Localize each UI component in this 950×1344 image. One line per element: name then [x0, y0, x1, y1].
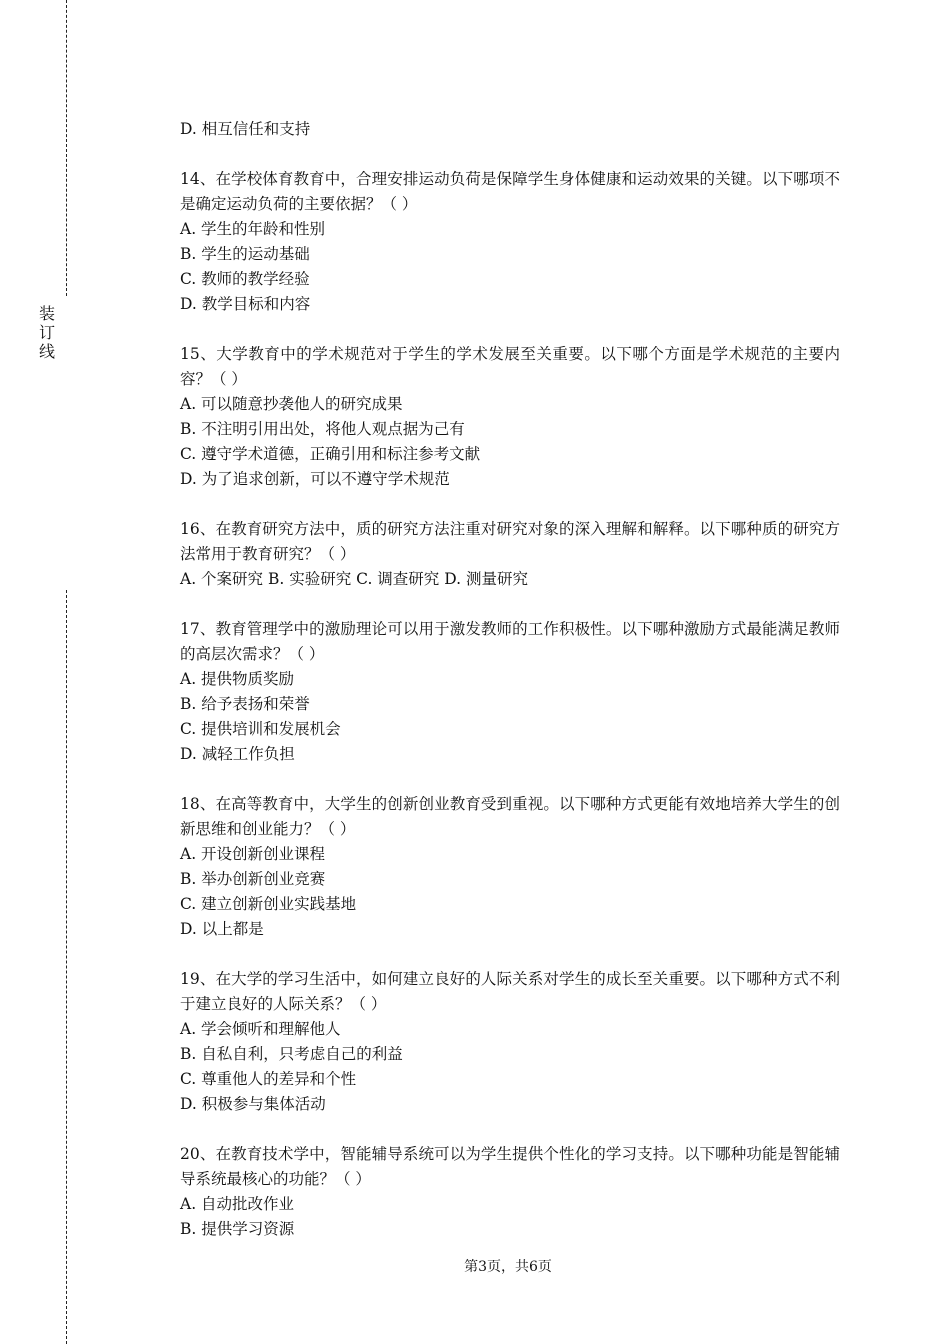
question-item: [180, 1142, 840, 1242]
question-text: 18、在高等教育中，大学生的创新创业教育受到重视。以下哪种方式更能有效地培养大学生的创新思维和创业能力？（ ）: [180, 795, 840, 838]
answer-option: B. 提供学习资源: [180, 1220, 295, 1238]
question-item: [180, 517, 840, 592]
answer-option: C. 尊重他人的差异和个性: [180, 1070, 357, 1088]
question-text: 15、大学教育中的学术规范对于学生的学术发展至关重要。以下哪个方面是学术规范的主要内容？（ ）: [180, 345, 840, 388]
question-item: [180, 617, 840, 767]
question-text: 16、在教育研究方法中，质的研究方法注重对研究对象的深入理解和解释。以下哪种质的研究方法常用于教育研究？（ ）: [180, 520, 840, 563]
answer-option: A. 个案研究 B. 实验研究 C. 调查研究 D. 测量研究: [180, 570, 528, 588]
question-item: [180, 792, 840, 942]
binding-dashed-line-top: [66, 0, 67, 296]
answer-option: B. 自私自利，只考虑自己的利益: [180, 1045, 403, 1063]
question-text: 17、教育管理学中的激励理论可以用于激发教师的工作积极性。以下哪种激励方式最能满足教师的高层次需求？（ ）: [180, 620, 840, 663]
question-item: [180, 167, 840, 317]
answer-option: A. 可以随意抄袭他人的研究成果: [180, 395, 403, 413]
question-text: 19、在大学的学习生活中，如何建立良好的人际关系对学生的成长至关重要。以下哪种方式不利于建立良好的人际关系？（ ）: [180, 970, 840, 1013]
answer-option: C. 教师的教学经验: [180, 270, 310, 288]
answer-option: C. 遵守学术道德，正确引用和标注参考文献: [180, 445, 481, 463]
page-number-footer: 第3页，共6页: [464, 1259, 552, 1275]
binding-dashed-line-bottom: [66, 590, 67, 1344]
answer-option: C. 建立创新创业实践基地: [180, 895, 357, 913]
answer-option: B. 学生的运动基础: [180, 245, 310, 263]
answer-option: B. 给予表扬和荣誉: [180, 695, 310, 713]
question-item: [180, 967, 840, 1117]
answer-option: A. 开设创新创业课程: [180, 845, 326, 863]
answer-option: D. 以上都是: [180, 920, 264, 938]
question-item: [180, 342, 840, 492]
question-list: [180, 167, 840, 1242]
binding-label: 装订线: [38, 304, 55, 361]
leading-option: D. 相互信任和支持: [180, 120, 311, 138]
question-text: 20、在教育技术学中，智能辅导系统可以为学生提供个性化的学习支持。以下哪种功能是智能辅导系统最核心的功能？（ ）: [180, 1145, 840, 1188]
answer-option: B. 举办创新创业竞赛: [180, 870, 326, 888]
exam-content: [180, 117, 840, 1242]
answer-option: A. 学会倾听和理解他人: [180, 1020, 341, 1038]
answer-option: D. 减轻工作负担: [180, 745, 295, 763]
answer-option: C. 提供培训和发展机会: [180, 720, 341, 738]
answer-option: A. 提供物质奖励: [180, 670, 295, 688]
answer-option: A. 自动批改作业: [180, 1195, 295, 1213]
answer-option: D. 为了追求创新，可以不遵守学术规范: [180, 470, 450, 488]
answer-option: A. 学生的年龄和性别: [180, 220, 326, 238]
answer-option: B. 不注明引用出处，将他人观点据为己有: [180, 420, 465, 438]
question-text: 14、在学校体育教育中，合理安排运动负荷是保障学生身体健康和运动效果的关键。以下哪项不是确定运动负荷的主要依据？（ ）: [180, 170, 840, 213]
answer-option: D. 积极参与集体活动: [180, 1095, 326, 1113]
answer-option: D. 教学目标和内容: [180, 295, 311, 313]
